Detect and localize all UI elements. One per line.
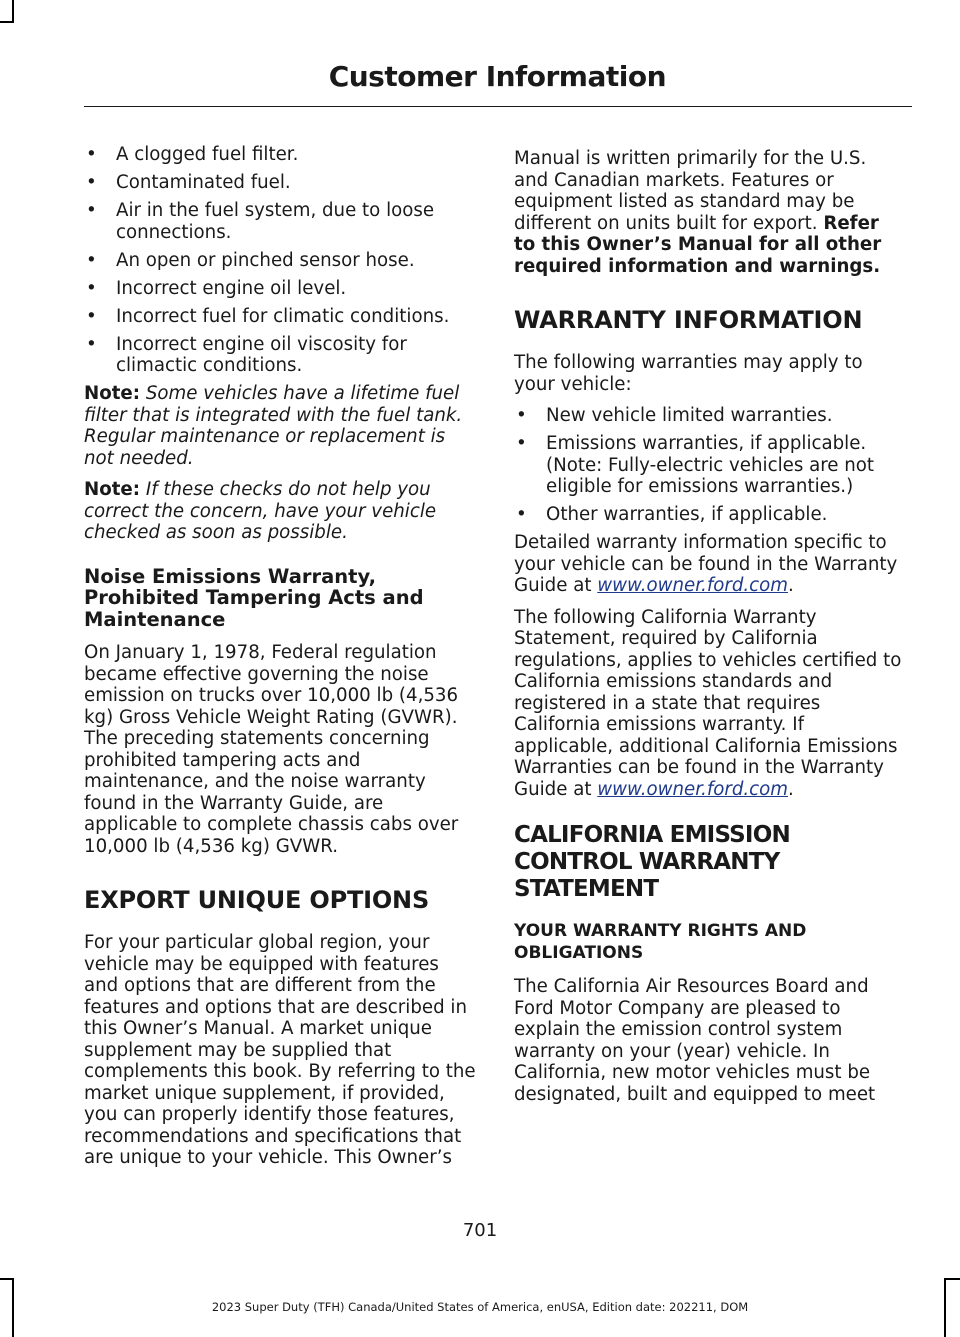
warranty-info-heading: WARRANTY INFORMATION	[514, 306, 863, 334]
warranty-list	[514, 405, 906, 526]
list-item: • Air in the fuel system, due to loose connections.	[84, 200, 476, 243]
crop-mark	[944, 1278, 960, 1280]
owner-ford-link[interactable]: www.owner.ford.com	[597, 778, 788, 800]
owner-ford-link[interactable]: www.owner.ford.com	[597, 575, 788, 596]
crop-mark	[12, 0, 14, 22]
period: .	[788, 778, 794, 800]
note-text: Some vehicles have a lifetime fuel filter that is integrated with the fuel tank. Regular maintenance or replacement is not needed.	[84, 383, 463, 469]
page-number: 701	[462, 1220, 498, 1241]
rights-obligations-heading: YOUR WARRANTY RIGHTS AND OBLIGATIONS	[514, 921, 807, 963]
crop-mark	[0, 21, 14, 23]
note-lifetime-filter	[84, 383, 476, 469]
page-title: Customer Information	[328, 60, 666, 93]
noise-emissions-heading: Noise Emissions Warranty, Prohibited Tampering Acts and Maintenance	[84, 564, 424, 631]
crop-mark	[0, 1278, 14, 1280]
export-options-heading: EXPORT UNIQUE OPTIONS	[84, 886, 430, 914]
export-continued-text: Manual is written primarily for the U.S. and Canadian markets. Features or equipment listed as standard may be different on units built for export.	[514, 148, 867, 234]
note-text: If these checks do not help you correct the concern, have your vehicle checked as soon as possible.	[84, 479, 437, 543]
california-warranty-text	[514, 607, 906, 801]
list-item: • Contaminated fuel.	[84, 172, 476, 194]
detailed-warranty-body: Detailed warranty information specific to your vehicle can be found in the Warranty Guide at	[514, 532, 898, 596]
rights-obligations-body: The California Air Resources Board and Ford Motor Company are pleased to explain the emission control system warranty on your (year) vehicle. In California, new motor vehicles must be designated, built and equipped to meet	[514, 976, 876, 1105]
list-item: • An open or pinched sensor hose.	[84, 250, 476, 272]
header-divider	[84, 106, 912, 107]
edition-footer: 2023 Super Duty (TFH) Canada/United States of America, enUSA, Edition date: 202211, DOM	[211, 1300, 749, 1314]
note-label: Note:	[84, 479, 141, 500]
warranty-intro: The following warranties may apply to your vehicle:	[514, 352, 863, 395]
list-item: • Incorrect fuel for climatic conditions.	[84, 306, 476, 328]
list-item: • A clogged fuel filter.	[84, 144, 476, 166]
list-item: • New vehicle limited warranties.	[514, 405, 906, 427]
noise-emissions-body: On January 1, 1978, Federal regulation became effective governing the noise emission on trucks over 10,000 lb (4,536 kg) Gross Vehicle Weight Rating (GVWR). The preceding statements concerning prohibited tampering acts and maintenance, and the noise warranty found in the Warranty Guide, are applicable to complete chassis cabs over 10,000 lb (4,536 kg) GVWR.	[84, 642, 459, 857]
california-statement-heading: CALIFORNIA EMISSION CONTROL WARRANTY STATEMENT	[514, 822, 790, 902]
list-item: • Incorrect engine oil viscosity for climactic conditions.	[84, 334, 476, 377]
list-item: • Other warranties, if applicable.	[514, 504, 906, 526]
note-label: Note:	[84, 383, 141, 404]
california-warranty-body: The following California Warranty Statement, required by California regulations, applies to vehicles certified to California emissions standards and registered in a state that requires California emissions warranty. If applicable, additional California Emissions Warranties can be found in the Warranty Guide at	[514, 606, 902, 800]
left-column	[84, 144, 476, 1179]
list-item: • Emissions warranties, if applicable. (Note: Fully-electric vehicles are not eligible for emissions warranties.)	[514, 433, 906, 498]
export-continued	[514, 148, 906, 277]
export-bold-text: Refer to this Owner’s Manual for all other required information and warnings.	[514, 212, 882, 277]
detailed-warranty-text	[514, 532, 906, 597]
export-options-body: For your particular global region, your vehicle may be equipped with features and options that are different from the features and options that are described in this Owner’s Manual. A market unique supplement may be supplied that complements this book. By referring to the market unique supplement, if provided, you can properly identify those features, recommendations and specifications that are unique to your vehicle. This Owner’s	[84, 932, 476, 1168]
list-item: • Incorrect engine oil level.	[84, 278, 476, 300]
right-column	[514, 148, 906, 1115]
fuel-checks-list	[84, 144, 476, 377]
period: .	[788, 575, 794, 596]
note-checks	[84, 479, 476, 544]
